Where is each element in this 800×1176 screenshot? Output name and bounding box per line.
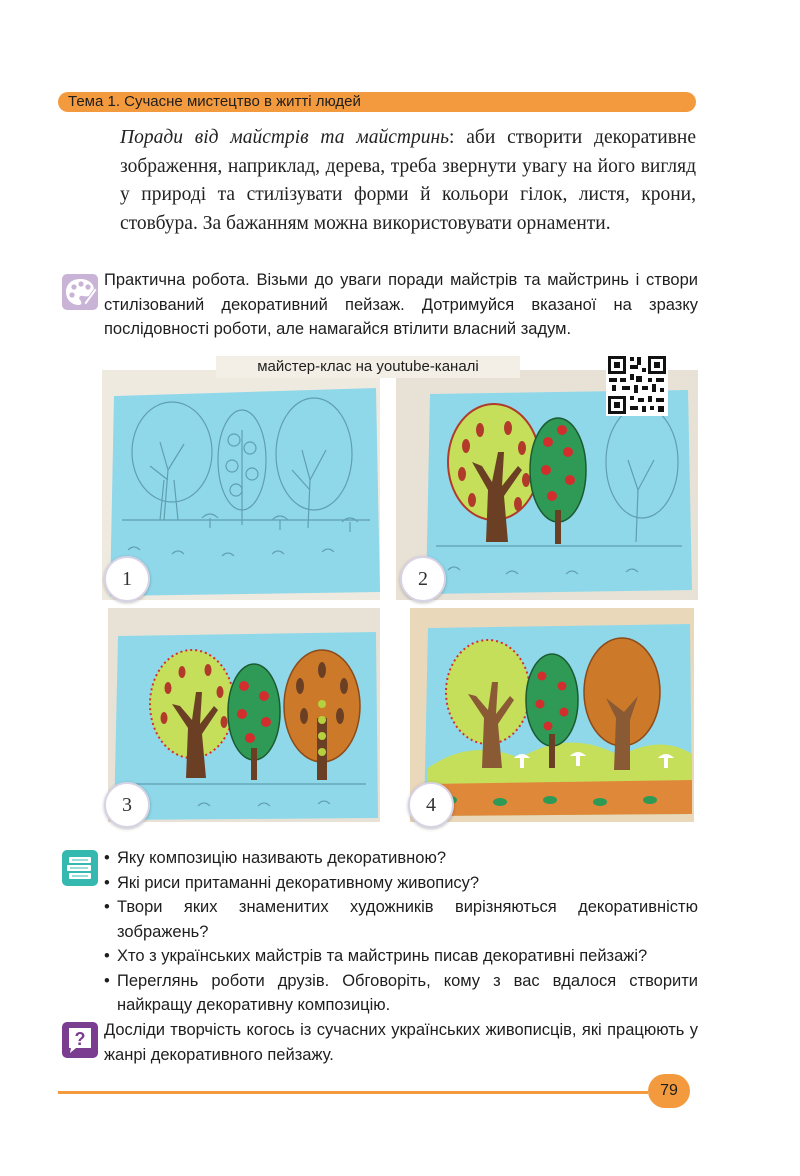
qr-code-icon[interactable]	[606, 354, 668, 416]
masterclass-label-text: майстер-клас на youtube-каналі	[257, 358, 479, 375]
step-photo-4	[410, 608, 694, 822]
topic-header-bar	[58, 92, 696, 112]
research-task-text: Досліди творчість когось із сучасних українських живописців, які працюють у жанрі декоративного пейзажу.	[104, 1021, 698, 1064]
intro-text: : аби створити декоративне зображення, наприклад, дерева, треба звернути увагу на його вигляд у природі та стилізувати форми й кольори гілок, листя, крони, стовбура. За бажанням можна використовувати орнаменти.	[120, 127, 696, 234]
topic-title: Тема 1. Сучасне мистецтво в житті людей	[68, 93, 361, 110]
intro-paragraph	[120, 124, 696, 238]
step-number-2: 2	[400, 556, 446, 602]
list-item: • Переглянь роботи друзів. Обговоріть, кому з вас вдалося створити найкращу декоративну композицію.	[104, 969, 698, 1018]
masterclass-label[interactable]	[216, 356, 520, 378]
step-number-4: 4	[408, 782, 454, 828]
step-number-3: 3	[104, 782, 150, 828]
page-number: 79	[648, 1074, 690, 1108]
step-number-1: 1	[104, 556, 150, 602]
books-icon	[62, 850, 98, 886]
list-item: • Хто з українських майстрів та майстринь писав декоративні пейзажі?	[104, 944, 698, 969]
list-item: • Твори яких знаменитих художників вирізняються декоративністю зображень?	[104, 895, 698, 944]
intro-italic-lead: Поради від майстрів та майстринь	[120, 127, 450, 148]
list-item: • Яку композицію називають декоративною?	[104, 846, 698, 871]
step-photo-3	[108, 608, 380, 822]
list-item: • Які риси притаманні декоративному живопису?	[104, 871, 698, 896]
palette-icon	[62, 274, 98, 310]
svg-text:?: ?	[74, 1029, 86, 1049]
footer-divider	[58, 1091, 648, 1094]
questions-list	[104, 846, 698, 1018]
practical-work-text: Практична робота. Візьми до уваги поради майстрів та майстринь і створи стилізований декоративний пейзаж. Дотримуйся вказаної на зразку послідовності роботи, але намагайся втілити власний задум.	[104, 271, 698, 338]
question-mark-icon	[62, 1022, 98, 1058]
